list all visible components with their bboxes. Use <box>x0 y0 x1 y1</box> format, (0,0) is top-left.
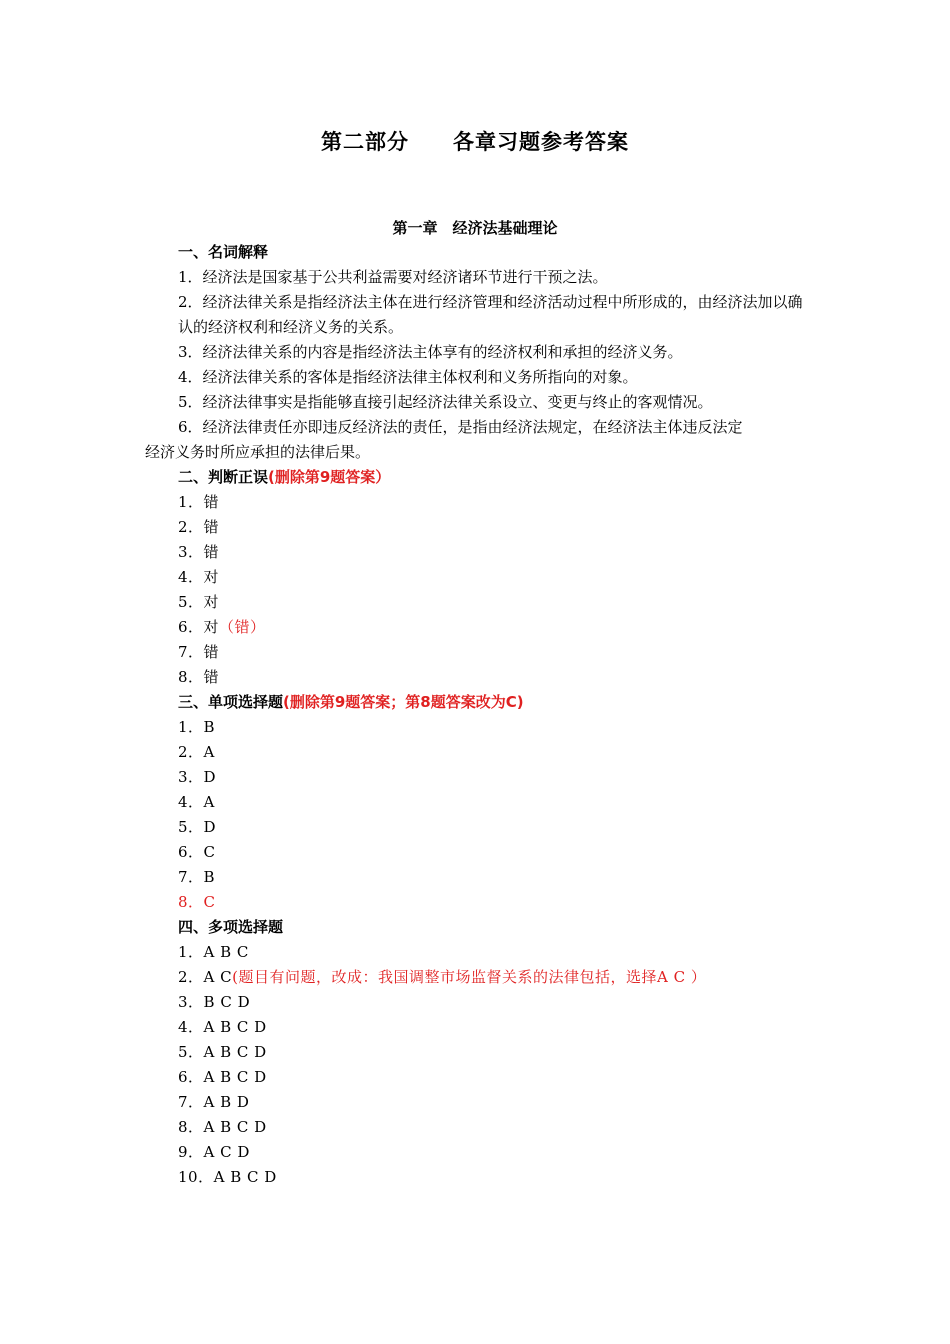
section-heading-true-false <box>145 465 815 490</box>
definition-item: 1．经济法是国家基于公共利益需要对经济诸环节进行干预之法。 <box>178 268 608 286</box>
chapter-title: 第一章 经济法基础理论 <box>392 219 558 237</box>
answer-item: 6．A B C D <box>178 1068 267 1086</box>
answer-item <box>145 965 815 990</box>
answer-item: 1．A B C <box>178 943 249 961</box>
section-heading-definitions: 一、名词解释 <box>178 243 269 261</box>
answer-item-corrected: 8．C <box>178 893 216 911</box>
answer-item: 3．D <box>178 768 217 786</box>
section-note: (删除第9题答案；第8题答案改为C) <box>283 693 524 711</box>
answer-item: 3．错 <box>178 543 220 561</box>
answer-item: 3．B C D <box>178 993 251 1011</box>
answer-item: 2．错 <box>178 518 220 536</box>
answer-body <box>145 240 815 1190</box>
definition-item: 5．经济法律事实是指能够直接引起经济法律关系设立、变更与终止的客观情况。 <box>178 393 713 411</box>
answer-note: (题目有问题，改成：我国调整市场监督关系的法律包括，选择A C ） <box>232 968 707 986</box>
definition-item: 2．经济法律关系是指经济法主体在进行经济管理和经济活动过程中所形成的，由经济法加以确认的经济权利和经济义务的关系。 <box>178 293 803 336</box>
answer-item: 5．D <box>178 818 217 836</box>
answer-item: 7．B <box>178 868 216 886</box>
answer-text: 6．对 <box>178 618 220 636</box>
answer-item: 4．A B C D <box>178 1018 267 1036</box>
answer-item: 6．C <box>178 843 216 861</box>
answer-item: 2．A <box>178 743 215 761</box>
answer-correction: （错） <box>219 618 266 636</box>
answer-item: 8．错 <box>178 668 220 686</box>
answer-item: 9．A C D <box>178 1143 250 1161</box>
answer-item: 1．B <box>178 718 216 736</box>
answer-item: 10．A B C D <box>178 1168 277 1186</box>
section-heading-single-choice <box>145 690 815 715</box>
answer-item: 5．A B C D <box>178 1043 267 1061</box>
answer-item: 7．A B D <box>178 1093 250 1111</box>
definition-item: 4．经济法律关系的客体是指经济法律主体权利和义务所指向的对象。 <box>178 368 638 386</box>
page-title: 第二部分 各章习题参考答案 <box>321 130 629 154</box>
answer-item: 5．对 <box>178 593 220 611</box>
section-heading-multiple-choice: 四、多项选择题 <box>178 918 284 936</box>
definition-item: 6．经济法律责任亦即违反经济法的责任，是指由经济法规定，在经济法主体违反法定 <box>178 418 743 436</box>
answer-item: 1．错 <box>178 493 220 511</box>
section-heading-label: 二、判断正误 <box>178 468 269 486</box>
section-heading-label: 三、单项选择题 <box>178 693 284 711</box>
answer-item: 4．A <box>178 793 215 811</box>
answer-text: 2．A C <box>178 968 233 986</box>
section-note: (删除第9题答案） <box>268 468 391 486</box>
answer-item: 8．A B C D <box>178 1118 267 1136</box>
answer-item: 7．错 <box>178 643 220 661</box>
answer-item: 4．对 <box>178 568 220 586</box>
definition-continuation: 经济义务时所应承担的法律后果。 <box>145 443 371 461</box>
definition-item: 3．经济法律关系的内容是指经济法主体享有的经济权利和承担的经济义务。 <box>178 343 683 361</box>
answer-item <box>145 615 815 640</box>
